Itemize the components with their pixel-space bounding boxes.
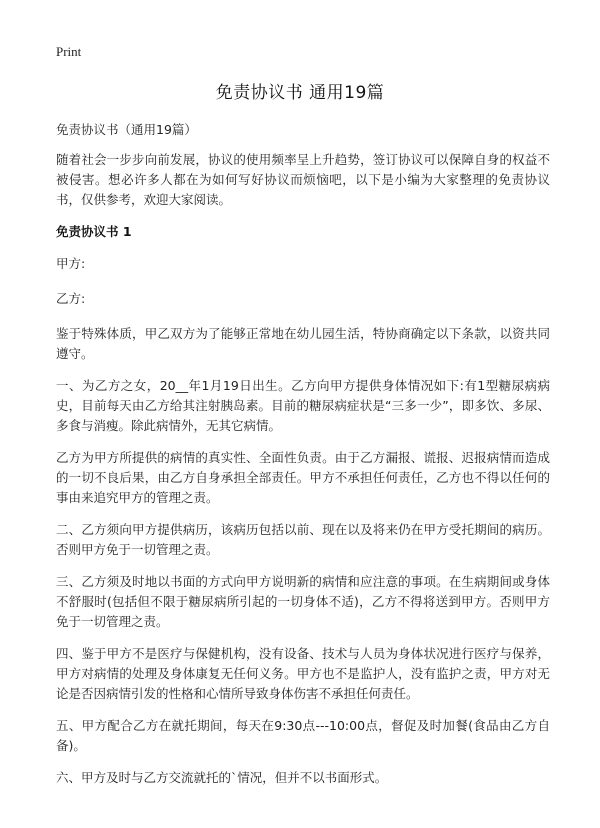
paragraph-clause-4: 四、鉴于甲方不是医疗与保健机构，没有设备、技术与人员为身体状况进行医疗与保养，甲方对病情的处理及身体康复无任何义务。甲方也不是监护人，没有监护之责，甲方对无论是否因病情引发的性格和心情所导致身体伤害不承担任何责任。	[56, 646, 550, 701]
party-a-field: 甲方:	[56, 256, 86, 271]
document-subtitle: 免责协议书（通用19篇）	[56, 122, 197, 137]
document-body	[56, 120, 550, 800]
intro-paragraph: 随着社会一步步向前发展，协议的使用频率呈上升趋势，签订协议可以保障自身的权益不被侵害。想必许多人都在为如何写好协议而烦恼吧，以下是小编为大家整理的免责协议书，仅供参考，欢迎大家阅读。	[56, 152, 550, 207]
paragraph-clause-3: 三、乙方须及时地以书面的方式向甲方说明新的病情和应注意的事项。在生病期间或身体不舒服时(包括但不限于糖尿病所引起的一切身体不适)，乙方不得将送到甲方。否则甲方免于一切管理之责。	[56, 574, 550, 629]
paragraph-clause-2: 二、乙方须向甲方提供病历，该病历包括以前、现在以及将来仍在甲方受托期间的病历。否则甲方免于一切管理之责。	[56, 522, 550, 557]
section-heading: 免责协议书 1	[56, 224, 132, 239]
paragraph-preamble: 鉴于特殊体质，甲乙双方为了能够正常地在幼儿园生活，特协商确定以下条款，以资共同遵守。	[56, 326, 550, 361]
page-title: 免责协议书 通用19篇	[215, 83, 385, 103]
paragraph-clause-5: 五、甲方配合乙方在就托期间，每天在9:30点---10:00点，督促及时加餐(食品由乙方自备)。	[56, 718, 550, 753]
paragraph-clause-1-liability: 乙方为甲方所提供的病情的真实性、全面性负责。由于乙方漏报、谎报、迟报病情而造成的一切不良后果，由乙方自身承担全部责任。甲方不承担任何责任，乙方也不得以任何的事由来追究甲方的管理之责。	[56, 450, 550, 505]
print-label: Print	[56, 44, 82, 59]
paragraph-clause-6: 六、甲方及时与乙方交流就托的`情况，但并不以书面形式。	[56, 770, 388, 785]
party-b-field: 乙方:	[56, 291, 86, 306]
paragraph-clause-1: 一、为乙方之女，20__年1月19日出生。乙方向甲方提供身体情况如下:有1型糖尿病病史，目前每天由乙方给其注射胰岛素。目前的糖尿病症状是“三多一少”，即多饮、多尿、多食与消瘦。除此病情外，无其它病情。	[56, 378, 550, 433]
